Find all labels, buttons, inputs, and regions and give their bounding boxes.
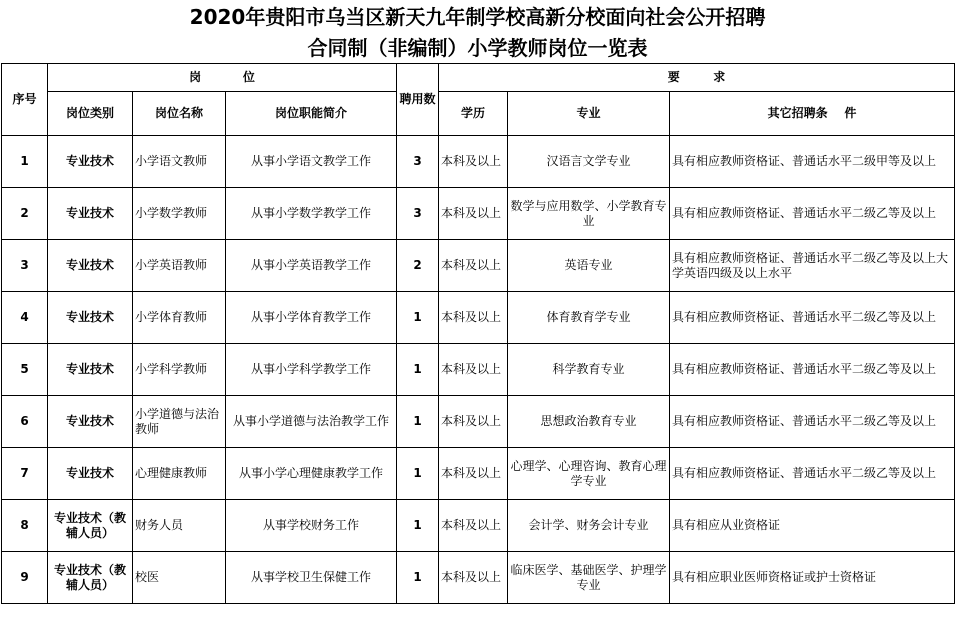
cell-position-name: 小学数学教师 — [133, 188, 226, 240]
cell-position-name: 小学道德与法治教师 — [133, 396, 226, 448]
header-other: 其它招聘条 件 — [670, 92, 955, 136]
cell-category: 专业技术 — [48, 188, 133, 240]
cell-position-name: 小学体育教师 — [133, 292, 226, 344]
table-row — [2, 396, 955, 448]
table-row — [2, 344, 955, 396]
cell-position-name: 财务人员 — [133, 500, 226, 552]
cell-category: 专业技术 — [48, 292, 133, 344]
cell-seq: 5 — [2, 344, 48, 396]
cell-category: 专业技术 — [48, 448, 133, 500]
cell-count: 3 — [397, 188, 439, 240]
table-row — [2, 240, 955, 292]
cell-major: 科学教育专业 — [508, 344, 670, 396]
cell-education: 本科及以上 — [439, 240, 508, 292]
header-name: 岗位名称 — [133, 92, 226, 136]
cell-other: 具有相应教师资格证、普通话水平二级乙等及以上 — [670, 292, 955, 344]
cell-other: 具有相应教师资格证、普通话水平二级乙等及以上大学英语四级及以上水平 — [670, 240, 955, 292]
page-title-line-2: 合同制（非编制）小学教师岗位一览表 — [307, 36, 648, 60]
cell-position-name: 小学语文教师 — [133, 136, 226, 188]
cell-category: 专业技术（教辅人员） — [48, 552, 133, 604]
cell-duty: 从事学校财务工作 — [226, 500, 397, 552]
cell-duty: 从事小学英语教学工作 — [226, 240, 397, 292]
recruitment-table — [1, 63, 955, 604]
cell-education: 本科及以上 — [439, 552, 508, 604]
cell-seq: 6 — [2, 396, 48, 448]
cell-duty: 从事小学语文教学工作 — [226, 136, 397, 188]
cell-other: 具有相应教师资格证、普通话水平二级乙等及以上 — [670, 448, 955, 500]
cell-education: 本科及以上 — [439, 136, 508, 188]
cell-major: 数学与应用数学、小学教育专业 — [508, 188, 670, 240]
cell-category: 专业技术 — [48, 396, 133, 448]
cell-seq: 2 — [2, 188, 48, 240]
cell-duty: 从事小学体育教学工作 — [226, 292, 397, 344]
cell-other: 具有相应职业医师资格证或护士资格证 — [670, 552, 955, 604]
table-row — [2, 448, 955, 500]
cell-major: 临床医学、基础医学、护理学专业 — [508, 552, 670, 604]
cell-education: 本科及以上 — [439, 396, 508, 448]
cell-education: 本科及以上 — [439, 188, 508, 240]
cell-category: 专业技术 — [48, 240, 133, 292]
cell-major: 会计学、财务会计专业 — [508, 500, 670, 552]
cell-education: 本科及以上 — [439, 344, 508, 396]
header-seq: 序号 — [2, 64, 48, 136]
cell-seq: 9 — [2, 552, 48, 604]
cell-duty: 从事小学道德与法治教学工作 — [226, 396, 397, 448]
cell-other: 具有相应教师资格证、普通话水平二级乙等及以上 — [670, 344, 955, 396]
cell-duty: 从事小学心理健康教学工作 — [226, 448, 397, 500]
header-requirements-group: 要 求 — [439, 64, 955, 92]
cell-category: 专业技术（教辅人员） — [48, 500, 133, 552]
cell-other: 具有相应教师资格证、普通话水平二级乙等及以上 — [670, 188, 955, 240]
cell-seq: 8 — [2, 500, 48, 552]
cell-duty: 从事学校卫生保健工作 — [226, 552, 397, 604]
cell-count: 1 — [397, 396, 439, 448]
cell-position-name: 心理健康教师 — [133, 448, 226, 500]
cell-category: 专业技术 — [48, 344, 133, 396]
cell-other: 具有相应教师资格证、普通话水平二级甲等及以上 — [670, 136, 955, 188]
table-row — [2, 136, 955, 188]
cell-seq: 3 — [2, 240, 48, 292]
table-row — [2, 552, 955, 604]
table-row — [2, 188, 955, 240]
cell-seq: 1 — [2, 136, 48, 188]
cell-other: 具有相应教师资格证、普通话水平二级乙等及以上 — [670, 396, 955, 448]
table-row — [2, 500, 955, 552]
cell-position-name: 小学科学教师 — [133, 344, 226, 396]
cell-seq: 7 — [2, 448, 48, 500]
cell-duty: 从事小学数学教学工作 — [226, 188, 397, 240]
header-category: 岗位类别 — [48, 92, 133, 136]
cell-education: 本科及以上 — [439, 500, 508, 552]
cell-count: 3 — [397, 136, 439, 188]
cell-category: 专业技术 — [48, 136, 133, 188]
cell-seq: 4 — [2, 292, 48, 344]
page-title-line-1: 2020年贵阳市乌当区新天九年制学校高新分校面向社会公开招聘 — [189, 5, 766, 29]
header-duty: 岗位职能简介 — [226, 92, 397, 136]
header-education: 学历 — [439, 92, 508, 136]
header-major: 专业 — [508, 92, 670, 136]
cell-count: 1 — [397, 500, 439, 552]
cell-position-name: 校医 — [133, 552, 226, 604]
cell-education: 本科及以上 — [439, 448, 508, 500]
cell-count: 2 — [397, 240, 439, 292]
cell-duty: 从事小学科学教学工作 — [226, 344, 397, 396]
cell-major: 思想政治教育专业 — [508, 396, 670, 448]
cell-count: 1 — [397, 292, 439, 344]
cell-major: 汉语言文学专业 — [508, 136, 670, 188]
cell-major: 体育教育学专业 — [508, 292, 670, 344]
cell-count: 1 — [397, 552, 439, 604]
header-count: 聘用数 — [397, 64, 439, 136]
cell-position-name: 小学英语教师 — [133, 240, 226, 292]
cell-major: 心理学、心理咨询、教育心理学专业 — [508, 448, 670, 500]
cell-count: 1 — [397, 344, 439, 396]
cell-education: 本科及以上 — [439, 292, 508, 344]
cell-major: 英语专业 — [508, 240, 670, 292]
header-position-group: 岗 位 — [48, 64, 397, 92]
table-row — [2, 292, 955, 344]
cell-count: 1 — [397, 448, 439, 500]
cell-other: 具有相应从业资格证 — [670, 500, 955, 552]
